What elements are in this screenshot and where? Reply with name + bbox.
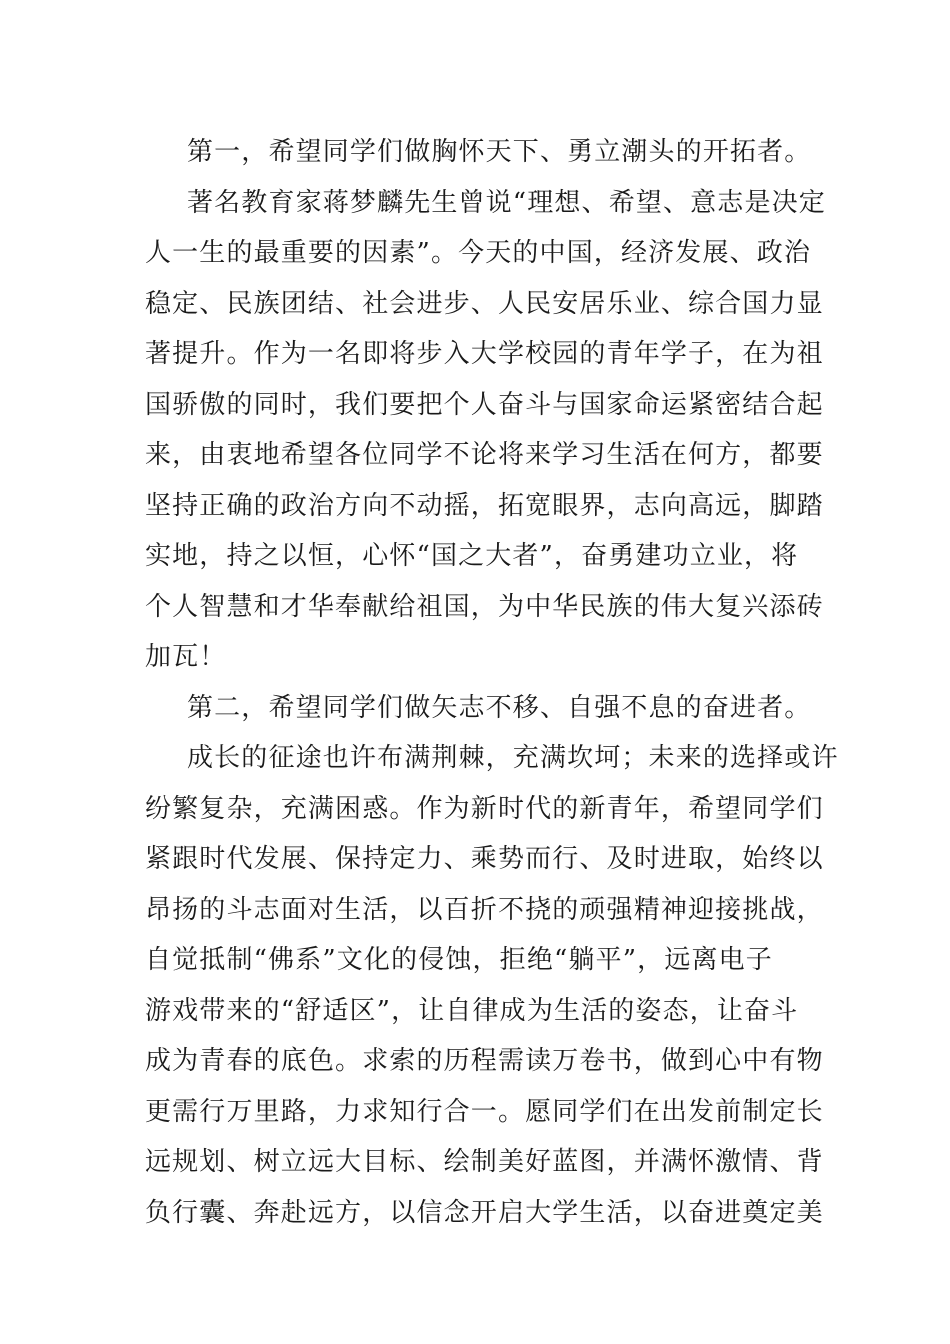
heading-point-one: 第一，希望同学们做胸怀天下、勇立潮头的开拓者。 xyxy=(187,137,812,167)
paragraph-line: 自觉抵制“佛系”文化的侵蚀，拒绝“躺平”，远离电子 xyxy=(145,945,773,975)
paragraph-line: 人一生的最重要的因素”。今天的中国，经济发展、政治 xyxy=(145,238,812,268)
paragraph-line: 纷繁复杂，充满困惑。作为新时代的新青年，希望同学们 xyxy=(145,793,824,824)
paragraph-line: 加瓦！ xyxy=(145,642,227,672)
paragraph-line: 更需行万里路，力求知行合一。愿同学们在出发前制定长 xyxy=(145,1096,824,1127)
paragraph-line: 个人智慧和才华奉献给祖国，为中华民族的伟大复兴添砖 xyxy=(145,591,824,622)
paragraph-line: 坚持正确的政治方向不动摇，拓宽眼界，志向高远，脚踏 xyxy=(145,490,824,521)
paragraph-line: 实地，持之以恒，心怀“国之大者”，奋勇建功立业，将 xyxy=(145,541,799,571)
paragraph-line: 著提升。作为一名即将步入大学校园的青年学子，在为祖 xyxy=(145,339,824,369)
paragraph-line: 国骄傲的同时，我们要把个人奋斗与国家命运紧密结合起 xyxy=(145,389,824,420)
paragraph-line: 紧跟时代发展、保持定力、乘势而行、及时进取，始终以 xyxy=(145,844,824,874)
paragraph-line: 著名教育家蒋梦麟先生曾说“理想、希望、意志是决定 xyxy=(187,187,826,218)
paragraph-line: 成长的征途也许布满荆棘，充满坎坷；未来的选择或许 xyxy=(187,743,839,773)
paragraph-line: 昂扬的斗志面对生活，以百折不挠的顽强精神迎接挑战， xyxy=(145,894,824,925)
paragraph-line: 来，由衷地希望各位同学不论将来学习生活在何方，都要 xyxy=(145,440,824,470)
paragraph-line: 成为青春的底色。求索的历程需读万卷书，做到心中有物 xyxy=(145,1046,824,1076)
paragraph-line: 游戏带来的“舒适区”，让自律成为生活的姿态，让奋斗 xyxy=(145,995,799,1026)
paragraph-line: 远规划、树立远大目标、绘制美好蓝图，并满怀激情、背 xyxy=(145,1147,824,1177)
paragraph-line: 稳定、民族团结、社会进步、人民安居乐业、综合国力显 xyxy=(145,288,824,319)
heading-point-two: 第二，希望同学们做矢志不移、自强不息的奋进者。 xyxy=(187,692,812,723)
body-text xyxy=(145,127,839,1238)
paragraph-line: 负行囊、奔赴远方，以信念开启大学生活，以奋进奠定美 xyxy=(145,1197,824,1228)
